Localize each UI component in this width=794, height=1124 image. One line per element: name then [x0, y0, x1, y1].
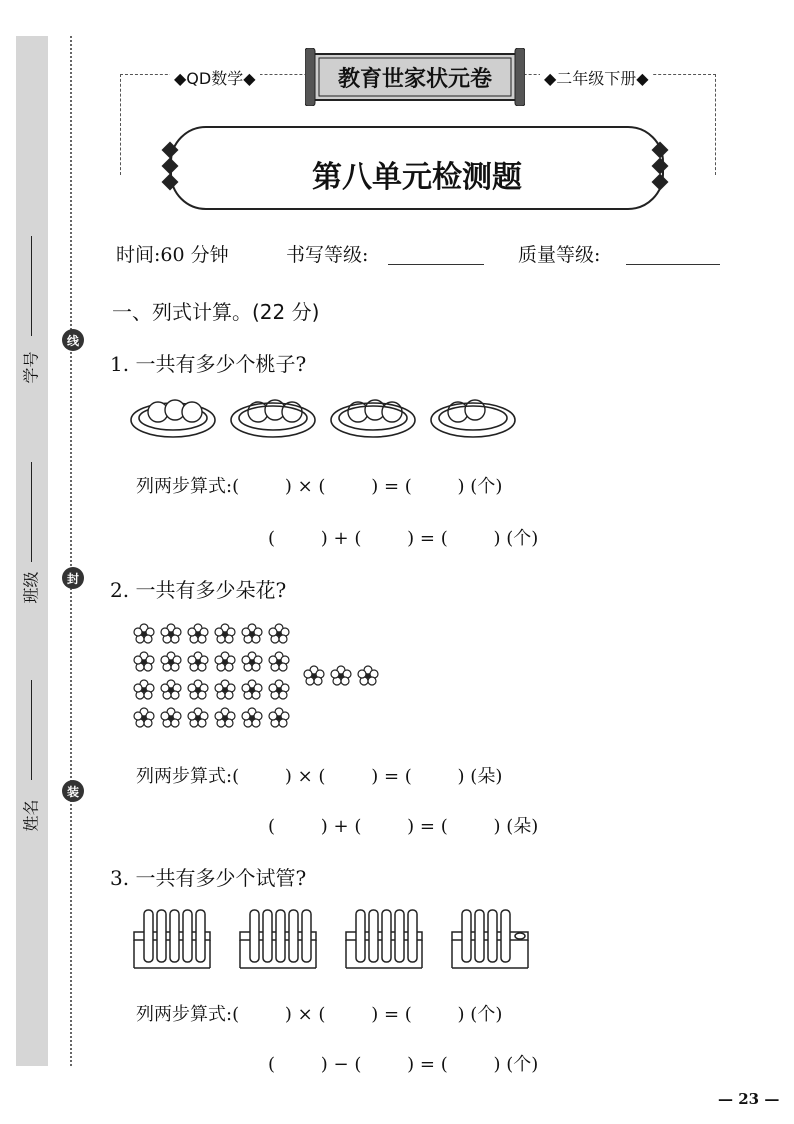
flower-icon: [134, 680, 154, 699]
binding-sidebar: [16, 36, 48, 1066]
test-tube-racks-illustration: [130, 904, 540, 974]
test-tube-icon: [263, 910, 272, 962]
writing-grade-blank[interactable]: [388, 264, 484, 265]
cut-line: [70, 36, 72, 1066]
flower-icon: [269, 680, 289, 699]
test-tube-icon: [408, 910, 417, 962]
test-tube-icon: [475, 910, 484, 962]
q2-formula-2: ( ) + ( ) = ( ) (朵): [268, 816, 539, 837]
flower-icon: [161, 652, 181, 671]
test-tube-icon: [382, 910, 391, 962]
q3-formula-2: ( ) − ( ) = ( ) (个): [268, 1054, 539, 1075]
flowers-illustration: [130, 620, 390, 732]
flower-icon: [188, 624, 208, 643]
test-tube-icon: [144, 910, 153, 962]
quality-grade-blank[interactable]: [626, 264, 720, 265]
flower-icon: [358, 666, 378, 685]
flower-icon: [269, 708, 289, 727]
flower-icon: [161, 708, 181, 727]
test-tube-rack: [346, 910, 422, 968]
student-id-blank: [31, 236, 32, 336]
title-banner: [170, 126, 664, 210]
flower-icon: [134, 708, 154, 727]
test-tube-rack: [134, 910, 210, 968]
flower-icon: [242, 680, 262, 699]
page-number: — 23 —: [718, 1090, 780, 1108]
test-tube-icon: [462, 910, 471, 962]
seal-circle-seal: 封: [62, 567, 84, 589]
writing-grade-label: 书写等级:: [286, 244, 369, 266]
question-1: 1. 一共有多少个桃子?: [110, 352, 307, 376]
flower-icon: [269, 652, 289, 671]
page-title: 第八单元检测题: [312, 160, 522, 195]
test-tube-rack: [240, 910, 316, 968]
flower-icon: [134, 624, 154, 643]
section-title: 一、列式计算。(22 分): [112, 300, 320, 324]
flower-icon: [215, 680, 235, 699]
peach-plates-illustration: [130, 390, 520, 444]
q2-formula-1: 列两步算式:( ) × ( ) = ( ) (朵): [136, 766, 503, 787]
name-blank: [31, 680, 32, 780]
flower-icon: [269, 624, 289, 643]
test-tube-icon: [488, 910, 497, 962]
question-3: 3. 一共有多少个试管?: [110, 866, 307, 890]
name-label: 姓名: [21, 799, 41, 832]
test-tube-icon: [196, 910, 205, 962]
seal-circle-line: 线: [62, 329, 84, 351]
flower-icon: [161, 680, 181, 699]
flower-icon: [134, 652, 154, 671]
test-tube-icon: [183, 910, 192, 962]
time-limit: 时间:60 分钟: [116, 244, 229, 266]
quality-grade-label: 质量等级:: [518, 244, 601, 266]
flower-icon: [188, 708, 208, 727]
test-tube-icon: [369, 910, 378, 962]
flower-icon: [242, 652, 262, 671]
flower-icon: [161, 624, 181, 643]
test-tube-icon: [302, 910, 311, 962]
test-tube-icon: [250, 910, 259, 962]
test-tube-icon: [289, 910, 298, 962]
question-2: 2. 一共有多少朵花?: [110, 578, 287, 602]
flower-icon: [331, 666, 351, 685]
subject-tag: ◆QD数学◆: [170, 66, 260, 89]
flower-icon: [242, 624, 262, 643]
flower-icon: [304, 666, 324, 685]
test-tube-icon: [276, 910, 285, 962]
q1-formula-1: 列两步算式:( ) × ( ) = ( ) (个): [136, 476, 503, 497]
flower-icon: [188, 680, 208, 699]
series-title: 教育世家状元卷: [337, 67, 492, 92]
left-diamonds-icon: [164, 140, 176, 192]
student-id-label: 学号: [21, 351, 41, 384]
test-tube-icon: [157, 910, 166, 962]
right-diamonds-icon: [654, 140, 666, 192]
flower-icon: [215, 708, 235, 727]
q3-formula-1: 列两步算式:( ) × ( ) = ( ) (个): [136, 1004, 503, 1025]
test-tube-rack: [452, 910, 528, 968]
q1-formula-2: ( ) + ( ) = ( ) (个): [268, 528, 539, 549]
series-scroll: [305, 48, 525, 106]
test-tube-icon: [395, 910, 404, 962]
test-tube-icon: [170, 910, 179, 962]
flower-icon: [215, 624, 235, 643]
flower-icon: [242, 708, 262, 727]
seal-circle-bind: 装: [62, 780, 84, 802]
class-label: 班级: [21, 571, 41, 604]
grade-tag: ◆二年级下册◆: [540, 66, 653, 89]
flower-icon: [215, 652, 235, 671]
test-tube-icon: [356, 910, 365, 962]
flower-icon: [188, 652, 208, 671]
class-blank: [31, 462, 32, 562]
test-tube-icon: [501, 910, 510, 962]
